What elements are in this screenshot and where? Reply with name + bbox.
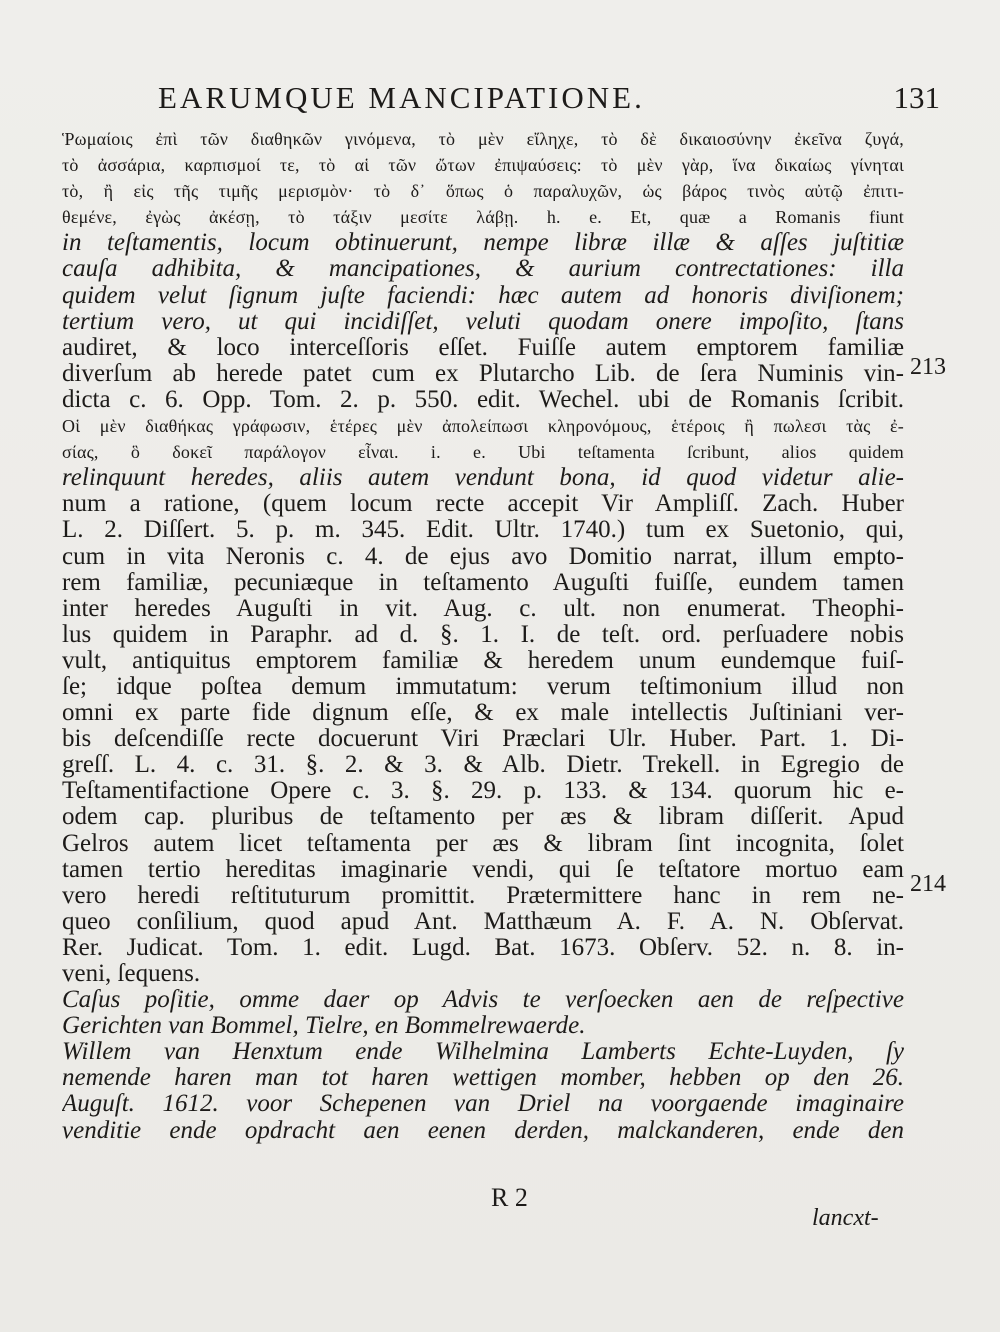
signature-mark: R 2	[491, 1183, 528, 1212]
text-line: τὸ ἀσσάρια, καρπισμοί τε, τὸ αἱ τῶν ὤτων ἐπιψαύσεις: τὸ μὲν γὰρ, ἵνα δικαίως γίνηται	[62, 155, 904, 176]
text-line: vult, antiquitus emptorem familiæ & heredem unum eundemque fuiſ-	[62, 647, 904, 674]
text-line: vero heredi reſtituturum promittit. Prætermittere hanc in rem ne-	[62, 882, 904, 909]
body-text	[62, 126, 904, 1144]
text-line: audiret, & loco interceſſoris eſſet. Fuiſſe autem emptorem familiæ	[62, 334, 904, 361]
text-line: σίας, ὃ δοκεῖ παράλογον εἶναι. i. e. Ubi teſtamenta ſcribunt, alios quidem	[62, 442, 904, 463]
text-line: rem familiæ, pecuniæque in teſtamento Auguſti fuiſſe, eundem tamen	[62, 569, 904, 596]
margin-note: 213	[910, 354, 946, 380]
text-line: relinquunt heredes, aliis autem vendunt bona, id quod videtur alie-	[62, 465, 904, 492]
text-line: in teſtamentis, locum obtinuerunt, nempe libræ illæ & aſſes juſtitiæ	[62, 230, 904, 257]
text-line: Gerichten van Bommel, Tielre, en Bommelrewaerde.	[62, 1013, 586, 1040]
text-line: tamen tertio hereditas imaginarie vendi, qui ſe teſtatore mortuo eam	[62, 856, 904, 883]
text-line: omni ex parte fide dignum eſſe, & ex male intellectis Juſtiniani ver-	[62, 700, 904, 727]
text-line: tertium vero, ut qui incidiſſet, veluti quodam onere impoſito, ſtans	[62, 308, 904, 335]
catchword: lancxt-	[812, 1205, 879, 1231]
text-line: bis deſcendiſſe recte docuerunt Viri Præclari Ulr. Huber. Part. 1. Di-	[62, 726, 904, 753]
text-line: Caſus poſitie, omme daer op Advis te verſoecken aen de reſpective	[62, 987, 904, 1014]
text-line: Gelros autem licet teſtamenta per æs & libram ſint incognita, ſolet	[62, 830, 904, 857]
text-line: veni, ſequens.	[62, 961, 201, 987]
text-line: ſe; idque poſtea demum immutatum: verum teſtimonium illud non	[62, 673, 904, 700]
text-line: odem cap. pluribus de teſtamento per æs & libram diſſerit. Apud	[62, 804, 904, 831]
text-line: Οἱ μὲν διαθήκας γράφωσιν, ἑτέρες μὲν ἀπολείπωσι κληρονόμους, ἑτέροις ἢ πωλεσι τὰς ἐ-	[62, 416, 904, 437]
text-line: θεμένε, ἐγὼς ἀκέσῃ, τὸ τάξιν μεσίτε λάβῃ. h. e. Et, quæ a Romanis fiunt	[62, 207, 904, 228]
page-number: 131	[893, 80, 940, 115]
text-line: cum in vita Neronis c. 4. de ejus avo Domitio narrat, illum empto-	[62, 543, 904, 570]
text-line: τὸ, ἢ εἰς τῆς τιμῆς μερισμὸν· τὸ δ᾽ ὅπως ὁ παραλυχῶν, ὡς βάρος τινὸς αὐτῷ ἐπιτι-	[62, 181, 904, 202]
text-line: cauſa adhibita, & mancipationes, & aurium contrectationes: illa	[62, 256, 904, 283]
text-line: quidem velut ſignum juſte faciendi: hæc autem ad honoris diviſionem;	[62, 282, 904, 309]
running-title: EARUMQUE MANCIPATIONE.	[158, 80, 645, 115]
text-line: venditie ende opdracht aen eenen derden, malckanderen, ende den	[62, 1117, 904, 1144]
text-line: lus quidem in Paraphr. ad d. §. 1. I. de teſt. ord. perſuadere nobis	[62, 621, 904, 648]
text-line: Auguſt. 1612. voor Schepenen van Driel na voorgaende imaginaire	[62, 1091, 904, 1118]
text-line: L. 2. Diſſert. 5. p. m. 345. Edit. Ultr. 1740.) tum ex Suetonio, qui,	[62, 517, 904, 544]
text-line: Willem van Henxtum ende Wilhelmina Lamberts Echte-Luyden, ſy	[62, 1039, 904, 1066]
text-line: Ῥωμαίοις ἐπὶ τῶν διαθηκῶν γινόμενα, τὸ μὲν εἴληχε, τὸ δὲ δικαιοσύνην ἐκεῖνα ζυγά,	[62, 129, 904, 149]
text-line: Rer. Judicat. Tom. 1. edit. Lugd. Bat. 1673. Obſerv. 52. n. 8. in-	[62, 934, 904, 961]
text-line: nemende haren man tot haren wettigen momber, hebben op den 26.	[62, 1065, 904, 1092]
text-line: diverſum ab herede patet cum ex Plutarcho Lib. de ſera Numinis vin-	[62, 360, 904, 387]
text-line: Teſtamentifactione Opere c. 3. §. 29. p. 133. & 134. quorum hic e-	[62, 778, 904, 805]
text-line: num a ratione, (quem locum recte accepit Vir Ampliſſ. Zach. Huber	[62, 491, 904, 518]
text-line: queo conſilium, quod apud Ant. Matthæum A. F. A. N. Obſervat.	[62, 908, 904, 935]
page-header	[0, 80, 1000, 120]
margin-note: 214	[910, 871, 946, 897]
text-line: dicta c. 6. Opp. Tom. 2. p. 550. edit. Wechel. ubi de Romanis ſcribit.	[62, 386, 904, 413]
text-line: greſſ. L. 4. c. 31. §. 2. & 3. & Alb. Dietr. Trekell. in Egregio de	[62, 752, 904, 779]
text-line: inter heredes Auguſti in vit. Aug. c. ult. non enumerat. Theophi-	[62, 595, 904, 622]
